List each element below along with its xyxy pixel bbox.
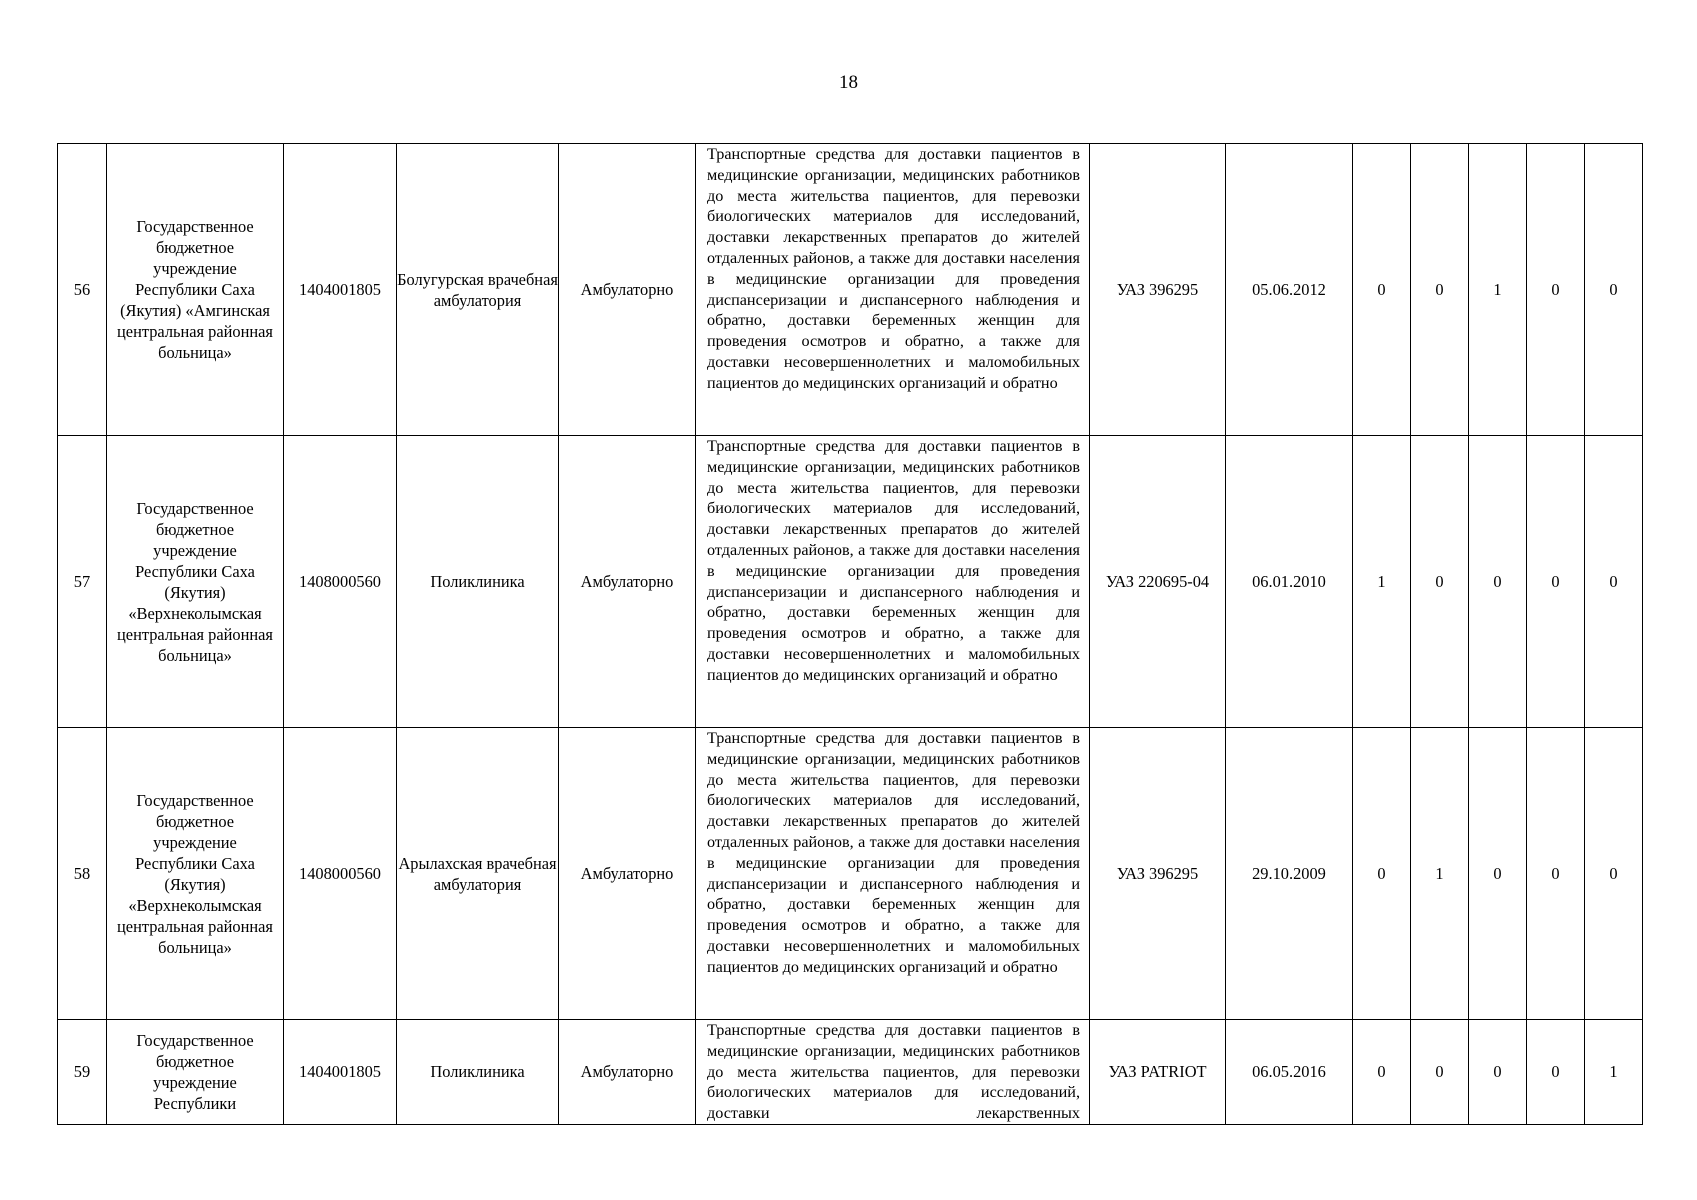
purpose-cell: Транспортные средства для доставки пациентов в медицинские организации, медицинских работников до места жительства пациентов, для перевозки биологических материалов для исследований, доставки лекарственных препаратов до жителей отдаленных районов, а также для доставки населения в медицинские организации для проведения диспансеризации и диспансерного наблюдения и обратно, доставки беременных женщин для проведения осмотров и обратно, а также для доставки несовершеннолетних и маломобильных пациентов до медицинских организаций и обратно [696, 144, 1090, 436]
table-row [58, 436, 1643, 728]
count-cell-5: 0 [1585, 144, 1643, 436]
count-cell-1: 0 [1353, 144, 1411, 436]
unit-cell: Арылахская врачебная амбулатория [397, 728, 559, 1020]
row-number-cell: 58 [58, 728, 107, 1020]
date-cell: 05.06.2012 [1226, 144, 1353, 436]
count-cell-3: 0 [1469, 1020, 1527, 1125]
page-number: 18 [839, 72, 858, 93]
unit-cell: Поликлиника [397, 1020, 559, 1125]
purpose-cell: Транспортные средства для доставки пациентов в медицинские организации, медицинских работников до места жительства пациентов, для перевозки биологических материалов для исследований, доставки лекарственных препаратов до жителей отдаленных районов, а также для доставки населения в медицинские организации для проведения диспансеризации и диспансерного наблюдения и обратно, доставки беременных женщин для проведения осмотров и обратно, а также для доставки несовершеннолетних и маломобильных пациентов до медицинских организаций и обратно [696, 728, 1090, 1020]
organization-cell: Государственное бюджетное учреждение Республики Саха (Якутия) «Амгинская центральная районная больница» [107, 144, 284, 436]
care-type-cell: Амбулаторно [559, 1020, 696, 1125]
count-cell-3: 0 [1469, 436, 1527, 728]
inn-cell: 1404001805 [284, 1020, 397, 1125]
count-cell-3: 1 [1469, 144, 1527, 436]
date-cell: 06.05.2016 [1226, 1020, 1353, 1125]
count-cell-5: 1 [1585, 1020, 1643, 1125]
count-cell-4: 0 [1527, 436, 1585, 728]
date-cell: 06.01.2010 [1226, 436, 1353, 728]
count-cell-4: 0 [1527, 144, 1585, 436]
count-cell-2: 0 [1411, 436, 1469, 728]
unit-cell: Поликлиника [397, 436, 559, 728]
date-cell: 29.10.2009 [1226, 728, 1353, 1020]
care-type-cell: Амбулаторно [559, 144, 696, 436]
care-type-cell: Амбулаторно [559, 436, 696, 728]
vehicle-table [57, 143, 1643, 1125]
vehicle-cell: УАЗ PATRIOT [1090, 1020, 1226, 1125]
count-cell-3: 0 [1469, 728, 1527, 1020]
organization-cell: Государственное бюджетное учреждение Республики [107, 1020, 284, 1125]
inn-cell: 1408000560 [284, 436, 397, 728]
row-number-cell: 56 [58, 144, 107, 436]
count-cell-1: 1 [1353, 436, 1411, 728]
care-type-cell: Амбулаторно [559, 728, 696, 1020]
count-cell-2: 0 [1411, 144, 1469, 436]
count-cell-1: 0 [1353, 1020, 1411, 1125]
purpose-cell: Транспортные средства для доставки пациентов в медицинские организации, медицинских работников до места жительства пациентов, для перевозки биологических материалов для исследований, доставки лекарственных препаратов до жителей отдаленных районов, а также для доставки населения в медицинские организации для проведения диспансеризации и диспансерного наблюдения и обратно, доставки беременных женщин для проведения осмотров и обратно, а также для доставки несовершеннолетних и маломобильных пациентов до медицинских организаций и обратно [696, 436, 1090, 728]
organization-cell: Государственное бюджетное учреждение Республики Саха (Якутия) «Верхнеколымская центральная районная больница» [107, 436, 284, 728]
unit-cell: Болугурская врачебная амбулатория [397, 144, 559, 436]
table-row [58, 1020, 1643, 1125]
vehicle-cell: УАЗ 396295 [1090, 144, 1226, 436]
count-cell-2: 0 [1411, 1020, 1469, 1125]
table-row [58, 728, 1643, 1020]
count-cell-5: 0 [1585, 436, 1643, 728]
count-cell-2: 1 [1411, 728, 1469, 1020]
count-cell-4: 0 [1527, 1020, 1585, 1125]
vehicle-cell: УАЗ 396295 [1090, 728, 1226, 1020]
count-cell-5: 0 [1585, 728, 1643, 1020]
purpose-cell: Транспортные средства для доставки пациентов в медицинские организации, медицинских работников до места жительства пациентов, для перевозки биологических материалов для исследований, доставки лекарственных [696, 1020, 1090, 1125]
inn-cell: 1408000560 [284, 728, 397, 1020]
organization-cell: Государственное бюджетное учреждение Республики Саха (Якутия) «Верхнеколымская центральная районная больница» [107, 728, 284, 1020]
inn-cell: 1404001805 [284, 144, 397, 436]
row-number-cell: 59 [58, 1020, 107, 1125]
count-cell-4: 0 [1527, 728, 1585, 1020]
row-number-cell: 57 [58, 436, 107, 728]
vehicle-cell: УАЗ 220695-04 [1090, 436, 1226, 728]
table-row [58, 144, 1643, 436]
count-cell-1: 0 [1353, 728, 1411, 1020]
